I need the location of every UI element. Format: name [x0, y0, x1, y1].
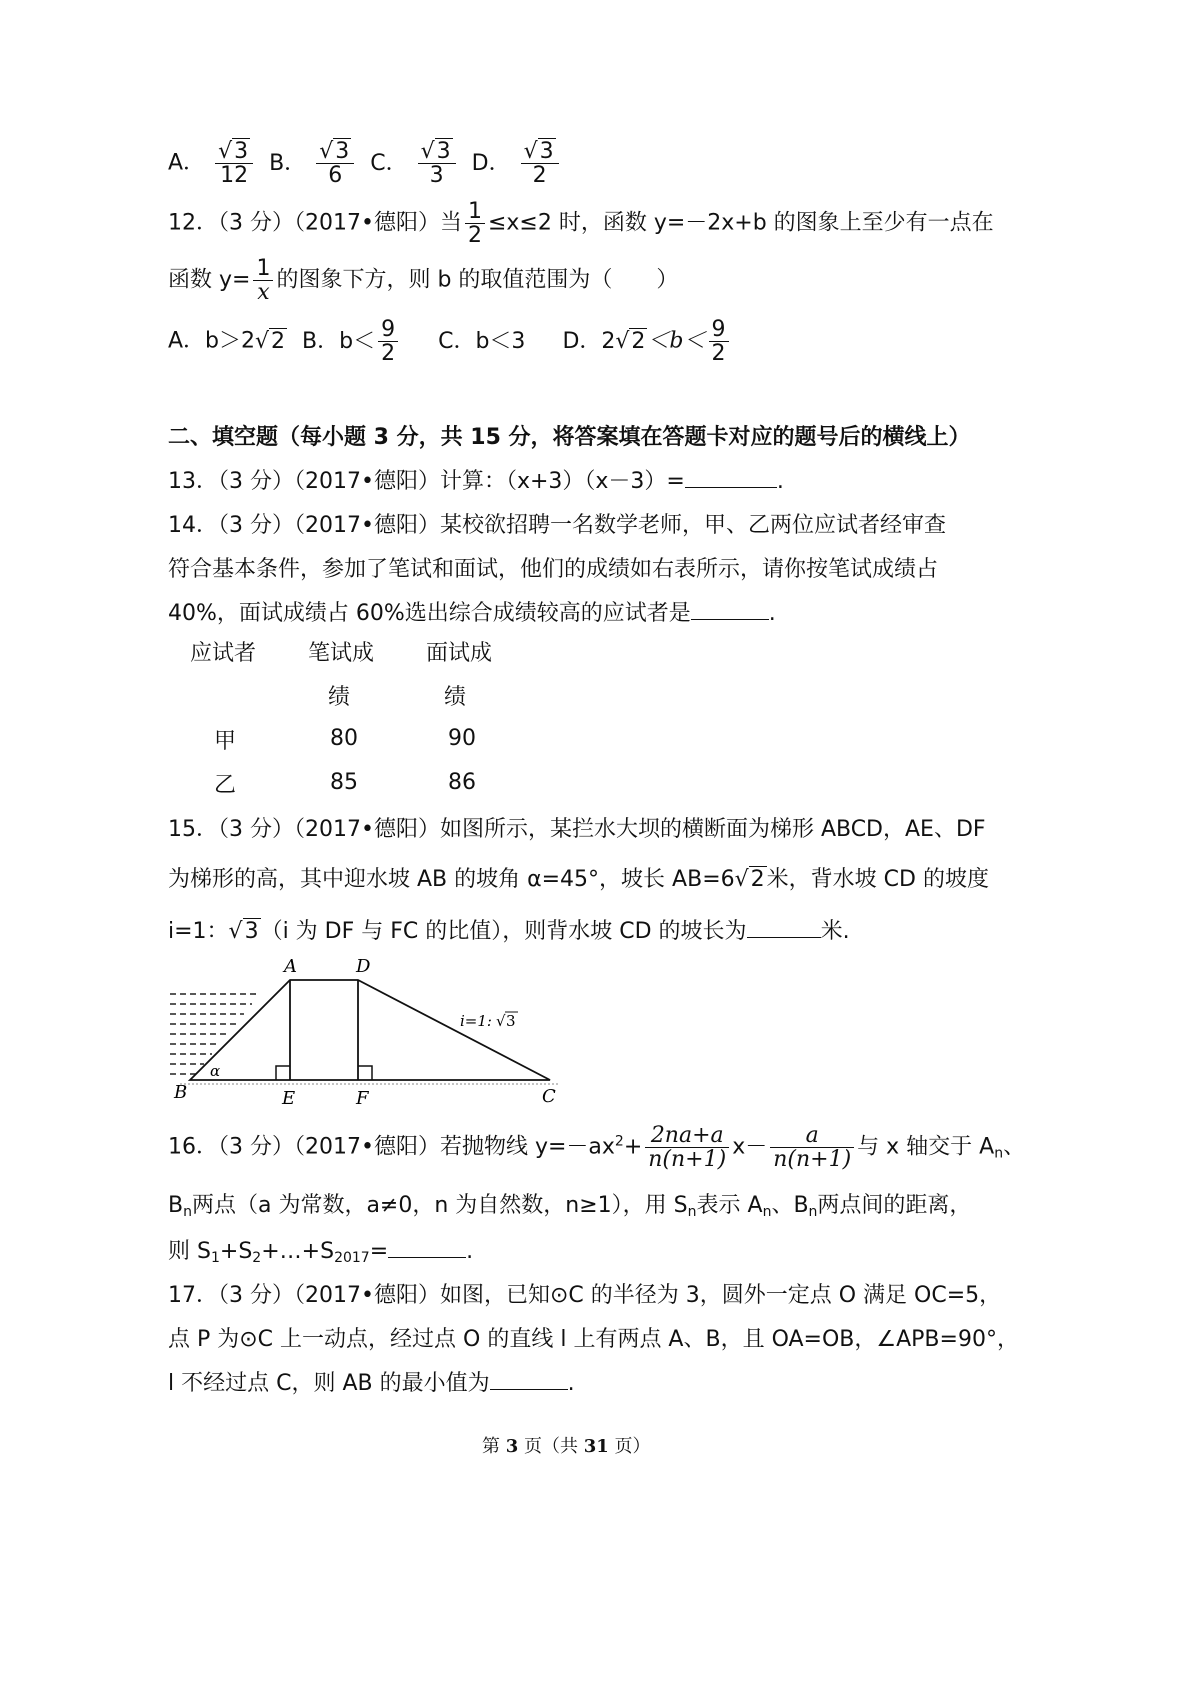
q16-answer-blank[interactable] [388, 1235, 466, 1258]
q15-line2: 为梯形的高，其中迎水坡 AB 的坡角 α=45°，坡长 AB=6√2米，背水坡 CD 的坡度 [168, 867, 989, 892]
q17-line3: l 不经过点 C，则 AB 的最小值为 . [168, 1366, 575, 1397]
trapezoid-abcd [190, 980, 550, 1080]
label-d: D [356, 956, 371, 977]
q15-answer-blank[interactable] [747, 915, 821, 938]
q16-line2: $B_n$两点（a 为常数，a≠0，n 为自然数，n≥1），用 $S_n$表示 $A_n$、$B_n$两点间的距离， [168, 1193, 972, 1220]
table-header-interview-2: 绩 [444, 685, 467, 710]
q14-answer-blank[interactable] [691, 597, 769, 620]
q17-line1: 17．（3 分）（2017•德阳）如图，已知⊙C 的半径为 3，圆外一定点 O 满足 OC=5， [168, 1283, 1002, 1308]
q11-b-fraction: $\frac{√3}{6}$ [316, 140, 354, 187]
right-angle-f [358, 1066, 372, 1080]
page-number: 3 [505, 1436, 519, 1457]
label-c: C [542, 1086, 556, 1107]
q15-line3: i=1：√3（i 为 DF 与 FC 的比值），则背水坡 CD 的坡长为 米. [168, 914, 850, 945]
q16-line1: 16．（3 分）（2017•德阳）若抛物线 $y=-ax^2+$ $\frac{2na+a}{n(n+1)}$ x－ $\frac{a}{n(n+1)}$ 与 x 轴交于 $A_n$、 [168, 1123, 1026, 1173]
page-footer: 第 3 页（共 31 页） [482, 1436, 651, 1457]
q11-options: A． $\frac{√3}{12}$ B． $\frac{√3}{6}$ C． $\frac{√3}{3}$ D． $\frac{√3}{2}$ [168, 140, 562, 187]
table-row-written: 85 [330, 770, 358, 795]
dam-cross-section-figure [160, 952, 580, 1112]
slope-radical-sign: √ [496, 1012, 506, 1030]
q13-answer-blank[interactable] [685, 465, 777, 488]
table-header-written-2: 绩 [328, 685, 351, 710]
q12-line2: 函数 y= $\frac{1}{x}$ 的图象下方，则 b 的取值范围为（ ） [168, 256, 679, 306]
q14-line2: 符合基本条件，参加了笔试和面试，他们的成绩如右表所示，请你按笔试成绩占 [168, 557, 939, 582]
q12-frac-half: $\frac{1}{2}$ [465, 200, 485, 247]
table-header-candidate: 应试者 [190, 641, 257, 666]
table-header-interview: 面试成 [426, 641, 493, 666]
slope-label: i=1: [460, 1012, 492, 1030]
label-e: E [282, 1088, 296, 1109]
score-table [168, 636, 528, 806]
label-b: B [174, 1082, 188, 1103]
q16-fraction-1: $\frac{2na+a}{n(n+1)}$ [645, 1124, 729, 1171]
table-row-interview: 90 [448, 726, 476, 751]
table-row-interview: 86 [448, 770, 476, 795]
q14-line1: 14．（3 分）（2017•德阳）某校欲招聘一名数学老师，甲、乙两位应试者经审查 [168, 513, 946, 538]
q12-frac-one-over-x: $\frac{1}{x}$ [253, 257, 273, 304]
q11-d-fraction: $\frac{√3}{2}$ [521, 140, 559, 187]
q16-line3: 则 $S_1+S_2+\dots+S_{2017}=$ . [168, 1234, 473, 1266]
page-total: 31 [583, 1436, 609, 1457]
q14-line3: 40%，面试成绩占 60%选出综合成绩较高的应试者是 . [168, 596, 776, 627]
q17-answer-blank[interactable] [490, 1367, 568, 1390]
table-header-written: 笔试成 [308, 641, 375, 666]
slope-radicand: 3 [506, 1012, 516, 1030]
table-row-name: 甲 [214, 729, 237, 754]
q15-line1: 15．（3 分）（2017•德阳）如图所示，某拦水大坝的横断面为梯形 ABCD，AE、DF [168, 817, 986, 842]
q17-line2: 点 P 为⊙C 上一动点，经过点 O 的直线 l 上有两点 A、B，且 OA=OB，∠APB=90°， [168, 1327, 1019, 1352]
section-2-title: 二、填空题（每小题 3 分，共 15 分，将答案填在答题卡对应的题号后的横线上） [168, 425, 971, 450]
q16-fraction-2: $\frac{a}{n(n+1)}$ [770, 1124, 854, 1171]
table-row-name: 乙 [214, 773, 237, 798]
label-a: A [284, 956, 297, 977]
right-angle-e [276, 1066, 290, 1080]
q11-c-fraction: $\frac{√3}{3}$ [418, 140, 456, 187]
q13: 13．（3 分）（2017•德阳）计算：（x+3）（x－3）= . [168, 464, 784, 495]
label-f: F [356, 1088, 369, 1109]
q12-options: A．b＞2√2 B．b＜ $\frac{9}{2}$ C．b＜3 D．2√2＜b＜ $\frac{9}{2}$ [168, 318, 732, 365]
table-row-written: 80 [330, 726, 358, 751]
q12-line1: 12．（3 分）（2017•德阳）当 $\frac{1}{2}$ ≤x≤2 时，函数 y=－2x+b 的图象上至少有一点在 [168, 199, 994, 249]
label-alpha: α [210, 1062, 221, 1080]
q11-a-fraction: $\frac{√3}{12}$ [215, 140, 253, 187]
